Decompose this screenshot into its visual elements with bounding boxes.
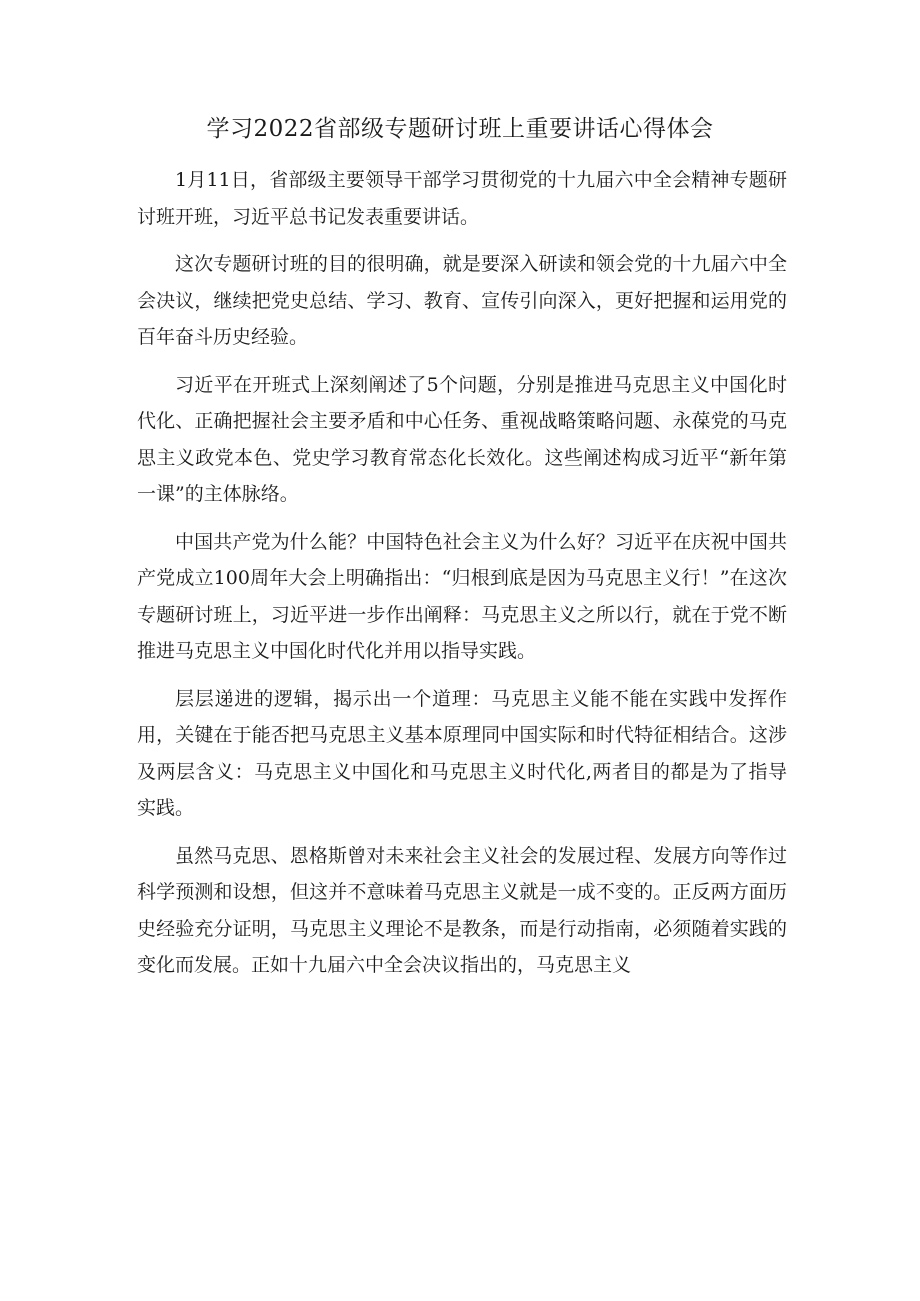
paragraph-2: 这次专题研讨班的目的很明确，就是要深入研读和领会党的十九届六中全会决议，继续把党史总结、学习、教育、宣传引向深入，更好把握和运用党的百年奋斗历史经验。 [137,253,787,348]
paragraph-6: 虽然马克思、恩格斯曾对未来社会主义社会的发展过程、发展方向等作过科学预测和设想，但这并不意味着马克思主义就是一成不变的。正反两方面历史经验充分证明，马克思主义理论不是教条，而是行动指南，必须随着实践的变化而发展。正如十九届六中全会决议指出的，马克思主义 [137,844,787,976]
paragraph-3: 习近平在开班式上深刻阐述了5个问题，分别是推进马克思主义中国化时代化、正确把握社会主要矛盾和中心任务、重视战略策略问题、永葆党的马克思主义政党本色、党史学习教育常态化长效化。这些阐述构成习近平“新年第一课”的主体脉络。 [137,373,787,505]
paragraph-1: 1月11日，省部级主要领导干部学习贯彻党的十九届六中全会精神专题研讨班开班，习近平总书记发表重要讲话。 [137,169,787,228]
paragraph-4: 中国共产党为什么能？中国特色社会主义为什么好？习近平在庆祝中国共产党成立100周年大会上明确指出：“归根到底是因为马克思主义行！”在这次专题研讨班上，习近平进一步作出阐释：马克思主义之所以行，就在于党不断推进马克思主义中国化时代化并用以指导实践。 [137,530,787,662]
document-title: 学习2022省部级专题研讨班上重要讲话心得体会 [206,116,714,142]
paragraph-5: 层层递进的逻辑，揭示出一个道理：马克思主义能不能在实践中发挥作用，关键在于能否把马克思主义基本原理同中国实际和时代特征相结合。这涉及两层含义：马克思主义中国化和马克思主义时代化,两者目的都是为了指导实践。 [137,687,787,819]
document-body [137,162,787,995]
